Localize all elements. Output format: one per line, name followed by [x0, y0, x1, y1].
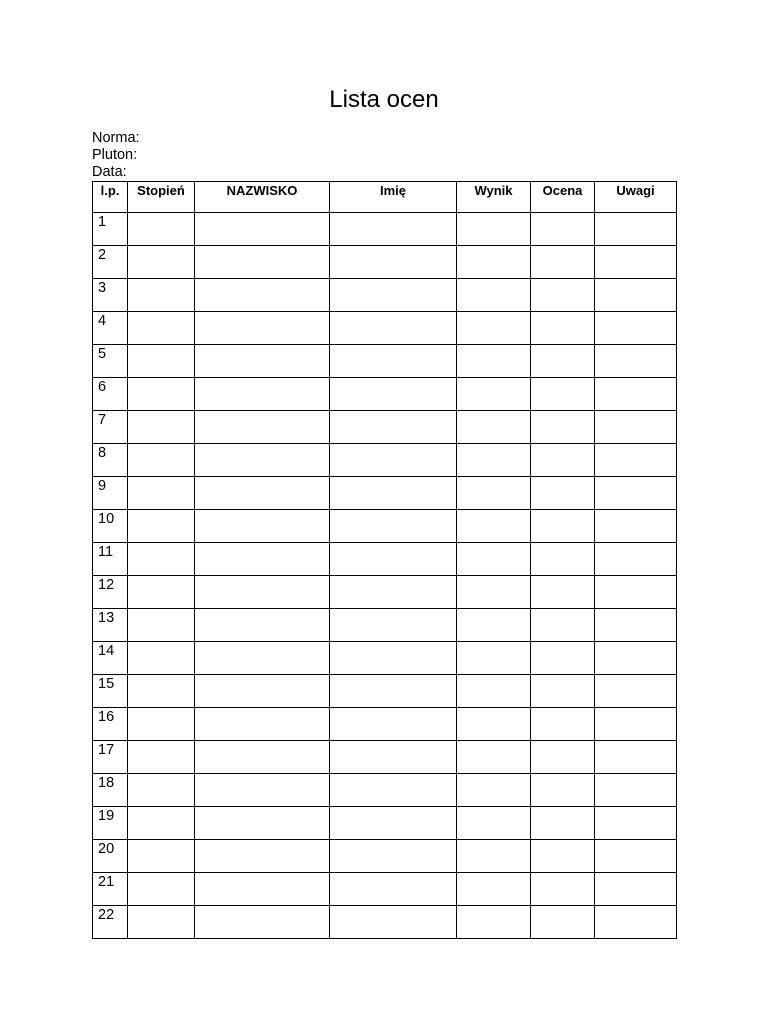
imie-cell[interactable] [330, 642, 457, 675]
field-norma: Norma: [92, 130, 140, 146]
row-number-cell: 6 [93, 378, 128, 411]
wynik-cell[interactable] [457, 246, 531, 279]
nazwisko-cell[interactable] [195, 213, 330, 246]
table-row [93, 642, 677, 675]
imie-cell[interactable] [330, 213, 457, 246]
imie-cell[interactable] [330, 444, 457, 477]
ocena-cell[interactable] [531, 708, 595, 741]
uwagi-cell[interactable] [595, 213, 677, 246]
row-number-cell: 5 [93, 345, 128, 378]
nazwisko-cell[interactable] [195, 873, 330, 906]
ocena-cell[interactable] [531, 477, 595, 510]
table-row [93, 543, 677, 576]
ocena-cell[interactable] [531, 642, 595, 675]
wynik-cell[interactable] [457, 642, 531, 675]
uwagi-cell[interactable] [595, 444, 677, 477]
table-row [93, 213, 677, 246]
nazwisko-cell[interactable] [195, 444, 330, 477]
stopien-cell[interactable] [128, 642, 195, 675]
wynik-cell[interactable] [457, 609, 531, 642]
nazwisko-cell[interactable] [195, 279, 330, 312]
uwagi-cell[interactable] [595, 543, 677, 576]
row-number-cell: 11 [93, 543, 128, 576]
row-number-cell: 8 [93, 444, 128, 477]
stopien-cell[interactable] [128, 774, 195, 807]
row-number-cell: 10 [93, 510, 128, 543]
table-row [93, 609, 677, 642]
imie-cell[interactable] [330, 840, 457, 873]
field-data: Data: [92, 164, 127, 180]
uwagi-cell[interactable] [595, 774, 677, 807]
wynik-cell[interactable] [457, 444, 531, 477]
stopien-cell[interactable] [128, 411, 195, 444]
row-number-cell: 3 [93, 279, 128, 312]
uwagi-cell[interactable] [595, 378, 677, 411]
nazwisko-cell[interactable] [195, 477, 330, 510]
wynik-cell[interactable] [457, 675, 531, 708]
ocena-cell[interactable] [531, 246, 595, 279]
nazwisko-cell[interactable] [195, 906, 330, 939]
table-row [93, 576, 677, 609]
wynik-cell[interactable] [457, 840, 531, 873]
wynik-cell[interactable] [457, 213, 531, 246]
stopien-cell[interactable] [128, 543, 195, 576]
imie-cell[interactable] [330, 576, 457, 609]
nazwisko-cell[interactable] [195, 807, 330, 840]
stopien-cell[interactable] [128, 345, 195, 378]
uwagi-cell[interactable] [595, 576, 677, 609]
imie-cell[interactable] [330, 741, 457, 774]
nazwisko-cell[interactable] [195, 774, 330, 807]
table-row [93, 807, 677, 840]
ocena-cell[interactable] [531, 741, 595, 774]
imie-cell[interactable] [330, 906, 457, 939]
ocena-cell[interactable] [531, 807, 595, 840]
nazwisko-cell[interactable] [195, 642, 330, 675]
uwagi-cell[interactable] [595, 477, 677, 510]
table-row [93, 510, 677, 543]
nazwisko-cell[interactable] [195, 840, 330, 873]
stopien-cell[interactable] [128, 378, 195, 411]
stopien-cell[interactable] [128, 279, 195, 312]
wynik-cell[interactable] [457, 906, 531, 939]
header-stopien: Stopień [128, 182, 195, 213]
uwagi-cell[interactable] [595, 312, 677, 345]
nazwisko-cell[interactable] [195, 378, 330, 411]
grades-table [92, 181, 677, 939]
ocena-cell[interactable] [531, 312, 595, 345]
table-body [93, 213, 677, 939]
ocena-cell[interactable] [531, 906, 595, 939]
ocena-cell[interactable] [531, 378, 595, 411]
imie-cell[interactable] [330, 378, 457, 411]
wynik-cell[interactable] [457, 774, 531, 807]
stopien-cell[interactable] [128, 609, 195, 642]
ocena-cell[interactable] [531, 411, 595, 444]
stopien-cell[interactable] [128, 873, 195, 906]
wynik-cell[interactable] [457, 411, 531, 444]
wynik-cell[interactable] [457, 807, 531, 840]
imie-cell[interactable] [330, 312, 457, 345]
nazwisko-cell[interactable] [195, 411, 330, 444]
nazwisko-cell[interactable] [195, 675, 330, 708]
document-title: Lista ocen [329, 86, 439, 113]
row-number-cell: 12 [93, 576, 128, 609]
nazwisko-cell[interactable] [195, 345, 330, 378]
header-imie: Imię [330, 182, 457, 213]
nazwisko-cell[interactable] [195, 543, 330, 576]
imie-cell[interactable] [330, 873, 457, 906]
header-uwagi: Uwagi [595, 182, 677, 213]
table-row [93, 840, 677, 873]
wynik-cell[interactable] [457, 378, 531, 411]
uwagi-cell[interactable] [595, 510, 677, 543]
ocena-cell[interactable] [531, 576, 595, 609]
wynik-cell[interactable] [457, 312, 531, 345]
imie-cell[interactable] [330, 477, 457, 510]
uwagi-cell[interactable] [595, 741, 677, 774]
stopien-cell[interactable] [128, 840, 195, 873]
row-number-cell: 4 [93, 312, 128, 345]
row-number-cell: 21 [93, 873, 128, 906]
wynik-cell[interactable] [457, 477, 531, 510]
table-row [93, 279, 677, 312]
wynik-cell[interactable] [457, 279, 531, 312]
stopien-cell[interactable] [128, 675, 195, 708]
imie-cell[interactable] [330, 279, 457, 312]
ocena-cell[interactable] [531, 774, 595, 807]
stopien-cell[interactable] [128, 576, 195, 609]
stopien-cell[interactable] [128, 444, 195, 477]
ocena-cell[interactable] [531, 543, 595, 576]
nazwisko-cell[interactable] [195, 609, 330, 642]
ocena-cell[interactable] [531, 609, 595, 642]
wynik-cell[interactable] [457, 345, 531, 378]
ocena-cell[interactable] [531, 345, 595, 378]
wynik-cell[interactable] [457, 510, 531, 543]
row-number-cell: 22 [93, 906, 128, 939]
row-number-cell: 15 [93, 675, 128, 708]
header-lp: l.p. [93, 182, 128, 213]
stopien-cell[interactable] [128, 477, 195, 510]
table-row [93, 708, 677, 741]
ocena-cell[interactable] [531, 675, 595, 708]
uwagi-cell[interactable] [595, 279, 677, 312]
stopien-cell[interactable] [128, 510, 195, 543]
ocena-cell[interactable] [531, 213, 595, 246]
imie-cell[interactable] [330, 411, 457, 444]
table-row [93, 873, 677, 906]
uwagi-cell[interactable] [595, 906, 677, 939]
table-row [93, 411, 677, 444]
nazwisko-cell[interactable] [195, 741, 330, 774]
imie-cell[interactable] [330, 675, 457, 708]
uwagi-cell[interactable] [595, 840, 677, 873]
imie-cell[interactable] [330, 774, 457, 807]
uwagi-cell[interactable] [595, 807, 677, 840]
row-number-cell: 7 [93, 411, 128, 444]
header-wynik: Wynik [457, 182, 531, 213]
imie-cell[interactable] [330, 609, 457, 642]
row-number-cell: 13 [93, 609, 128, 642]
uwagi-cell[interactable] [595, 708, 677, 741]
stopien-cell[interactable] [128, 708, 195, 741]
row-number-cell: 9 [93, 477, 128, 510]
row-number-cell: 2 [93, 246, 128, 279]
ocena-cell[interactable] [531, 873, 595, 906]
stopien-cell[interactable] [128, 741, 195, 774]
table-row [93, 312, 677, 345]
row-number-cell: 16 [93, 708, 128, 741]
ocena-cell[interactable] [531, 840, 595, 873]
header-ocena: Ocena [531, 182, 595, 213]
imie-cell[interactable] [330, 708, 457, 741]
table-header-row [93, 182, 677, 213]
table-row [93, 246, 677, 279]
stopien-cell[interactable] [128, 246, 195, 279]
header-nazwisko: NAZWISKO [195, 182, 330, 213]
row-number-cell: 19 [93, 807, 128, 840]
stopien-cell[interactable] [128, 906, 195, 939]
uwagi-cell[interactable] [595, 642, 677, 675]
uwagi-cell[interactable] [595, 246, 677, 279]
table-row [93, 741, 677, 774]
ocena-cell[interactable] [531, 279, 595, 312]
imie-cell[interactable] [330, 246, 457, 279]
imie-cell[interactable] [330, 345, 457, 378]
row-number-cell: 1 [93, 213, 128, 246]
uwagi-cell[interactable] [595, 609, 677, 642]
table-row [93, 774, 677, 807]
nazwisko-cell[interactable] [195, 708, 330, 741]
table-row [93, 345, 677, 378]
stopien-cell[interactable] [128, 213, 195, 246]
row-number-cell: 14 [93, 642, 128, 675]
wynik-cell[interactable] [457, 873, 531, 906]
nazwisko-cell[interactable] [195, 576, 330, 609]
row-number-cell: 20 [93, 840, 128, 873]
uwagi-cell[interactable] [595, 411, 677, 444]
row-number-cell: 18 [93, 774, 128, 807]
wynik-cell[interactable] [457, 708, 531, 741]
ocena-cell[interactable] [531, 510, 595, 543]
stopien-cell[interactable] [128, 807, 195, 840]
table-row [93, 477, 677, 510]
uwagi-cell[interactable] [595, 675, 677, 708]
wynik-cell[interactable] [457, 543, 531, 576]
uwagi-cell[interactable] [595, 873, 677, 906]
nazwisko-cell[interactable] [195, 510, 330, 543]
imie-cell[interactable] [330, 807, 457, 840]
imie-cell[interactable] [330, 543, 457, 576]
table-row [93, 378, 677, 411]
header-fields [92, 130, 140, 181]
uwagi-cell[interactable] [595, 345, 677, 378]
table-row [93, 906, 677, 939]
wynik-cell[interactable] [457, 741, 531, 774]
table-row [93, 444, 677, 477]
wynik-cell[interactable] [457, 576, 531, 609]
nazwisko-cell[interactable] [195, 312, 330, 345]
table-row [93, 675, 677, 708]
field-pluton: Pluton: [92, 147, 138, 163]
ocena-cell[interactable] [531, 444, 595, 477]
row-number-cell: 17 [93, 741, 128, 774]
stopien-cell[interactable] [128, 312, 195, 345]
nazwisko-cell[interactable] [195, 246, 330, 279]
imie-cell[interactable] [330, 510, 457, 543]
